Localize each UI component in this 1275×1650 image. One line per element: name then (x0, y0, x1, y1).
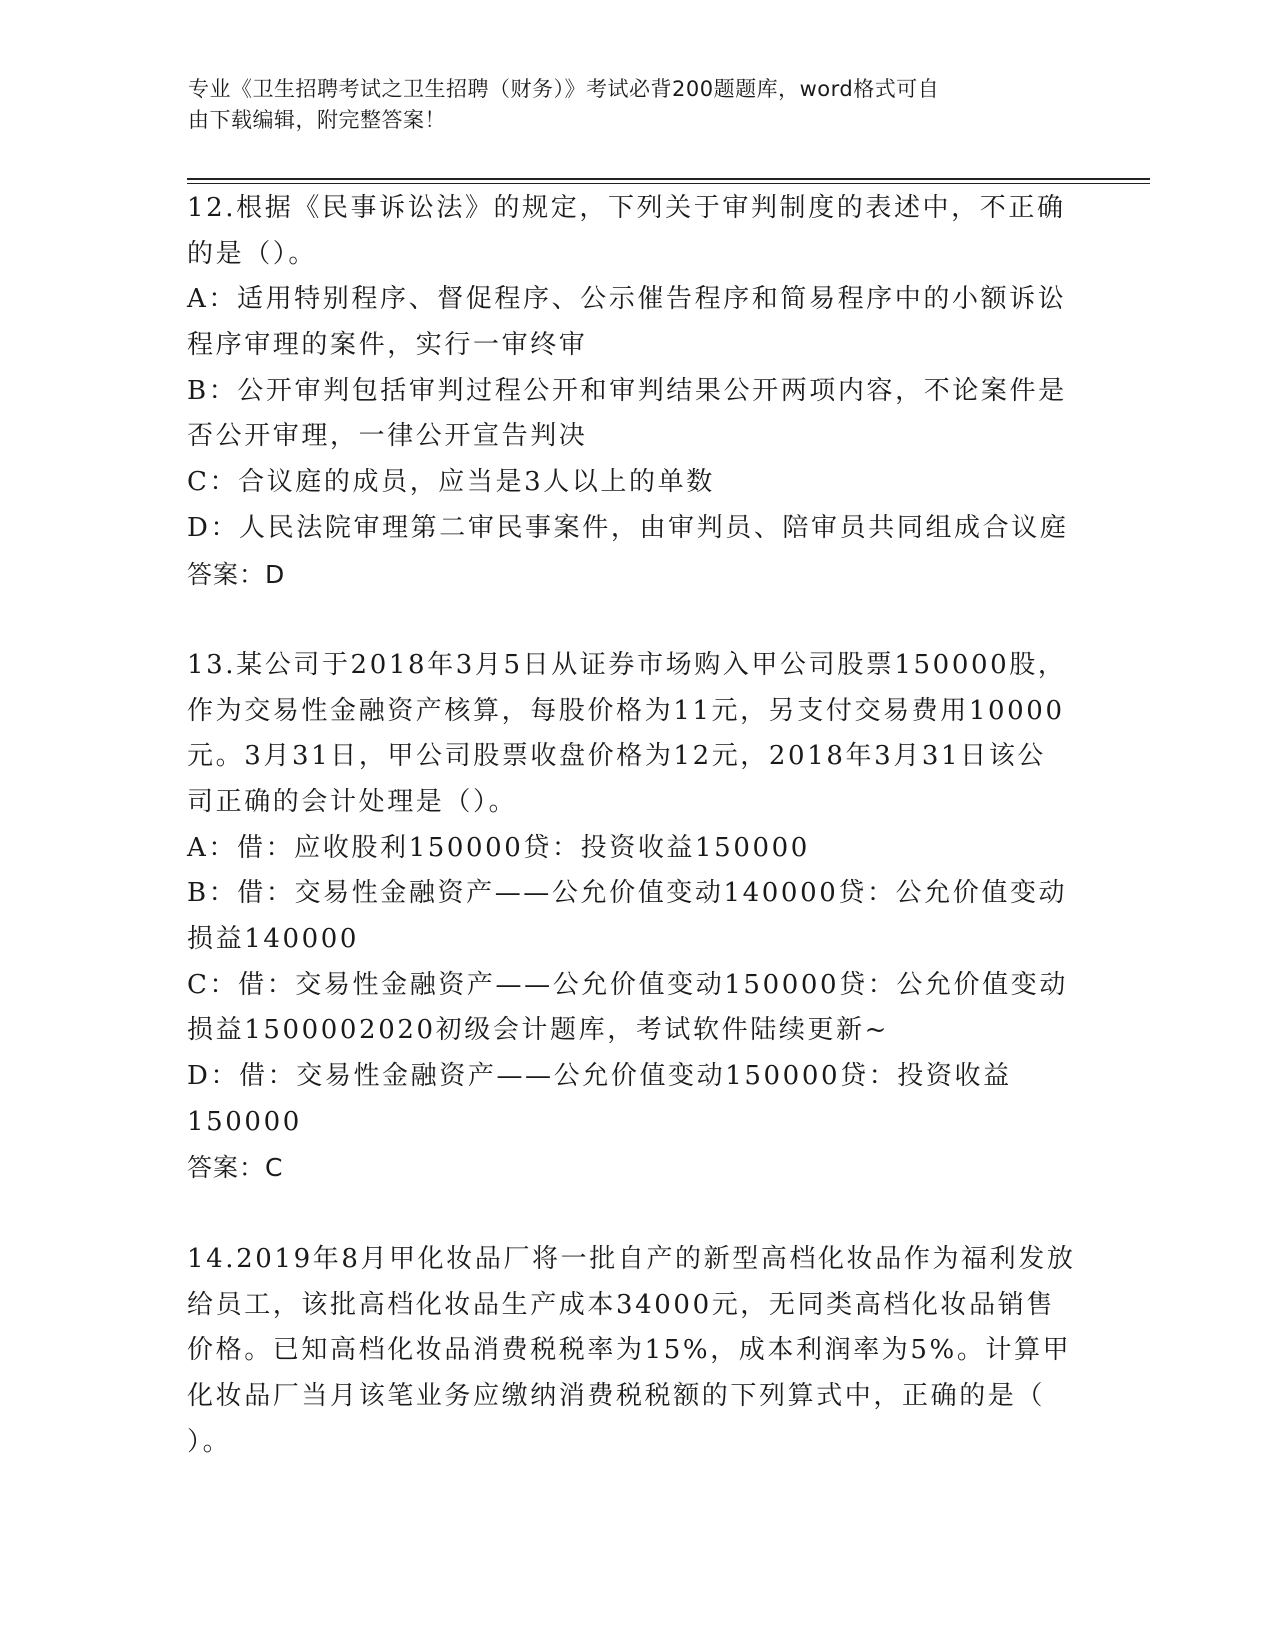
answer-label: 答案：C (187, 1153, 284, 1183)
question-text-line: 元。3月31日，甲公司股票收盘价格为12元，2018年3月31日该公 (187, 741, 1046, 772)
question-12 (187, 186, 1087, 597)
document-header (188, 74, 1068, 136)
question-text-line: 14.2019年8月甲化妆品厂将一批自产的新型高档化妆品作为福利发放 (187, 1243, 1076, 1274)
option-b-line: 损益140000 (187, 924, 360, 954)
question-text-line: 13.某公司于2018年3月5日从证券市场购入甲公司股票150000股， (187, 649, 1067, 680)
option-b-line: B：公开审判包括审判过程公开和审判结果公开两项内容，不论案件是 (187, 375, 1067, 406)
question-text-line: 给员工，该批高档化妆品生产成本34000元，无同类高档化妆品销售 (187, 1289, 1055, 1320)
header-divider-thick (187, 178, 1150, 180)
question-spacer (187, 1191, 1087, 1237)
option-d-line: 150000 (187, 1106, 302, 1137)
option-c-line: C：借：交易性金融资产——公允价值变动150000贷：公允价值变动 (187, 969, 1068, 1000)
question-spacer (187, 597, 1087, 643)
question-text-line: 的是（）。 (187, 238, 318, 269)
question-text-line: 12.根据《民事诉讼法》的规定，下列关于审判制度的表述中，不正确 (187, 193, 1066, 223)
answer-label: 答案：D (187, 559, 286, 589)
option-c-line: 损益1500002020初级会计题库，考试软件陆续更新~ (187, 1015, 890, 1046)
question-text-line: 化妆品厂当月该笔业务应缴纳消费税税额的下列算式中，正确的是（ (187, 1380, 1046, 1411)
option-a-line: A：借：应收股利150000贷：投资收益150000 (187, 832, 810, 863)
option-c-line: C：合议庭的成员，应当是3人以上的单数 (187, 467, 715, 498)
question-14 (187, 1237, 1087, 1465)
option-a-line: 程序审理的案件，实行一审终审 (187, 330, 588, 361)
question-text-line: 司正确的会计处理是（）。 (187, 786, 518, 817)
option-a-line: A：适用特别程序、督促程序、公示催告程序和简易程序中的小额诉讼 (187, 284, 1067, 315)
option-d-line: D：人民法院审理第二审民事案件，由审判员、陪审员共同组成合议庭 (187, 512, 1069, 543)
header-line-2: 由下载编辑，附完整答案！ (188, 108, 446, 132)
header-divider-thin (187, 183, 1150, 184)
question-text-line: 作为交易性金融资产核算，每股价格为11元，另支付交易费用10000 (187, 695, 1065, 726)
question-13 (187, 643, 1087, 1191)
option-d-line: D：借：交易性金融资产——公允价值变动150000贷：投资收益 (187, 1061, 1012, 1092)
option-b-line: B：借：交易性金融资产——公允价值变动140000贷：公允价值变动 (187, 878, 1068, 909)
header-line-1: 专业《卫生招聘考试之卫生招聘（财务）》考试必背200题题库，word格式可自 (188, 77, 940, 101)
question-text-line: 价格。已知高档化妆品消费税税率为15%，成本利润率为5%。计算甲 (187, 1335, 1072, 1366)
question-text-line: ）。 (187, 1426, 232, 1457)
option-b-line: 否公开审理，一律公开宣告判决 (187, 421, 588, 452)
question-list (187, 186, 1087, 1465)
